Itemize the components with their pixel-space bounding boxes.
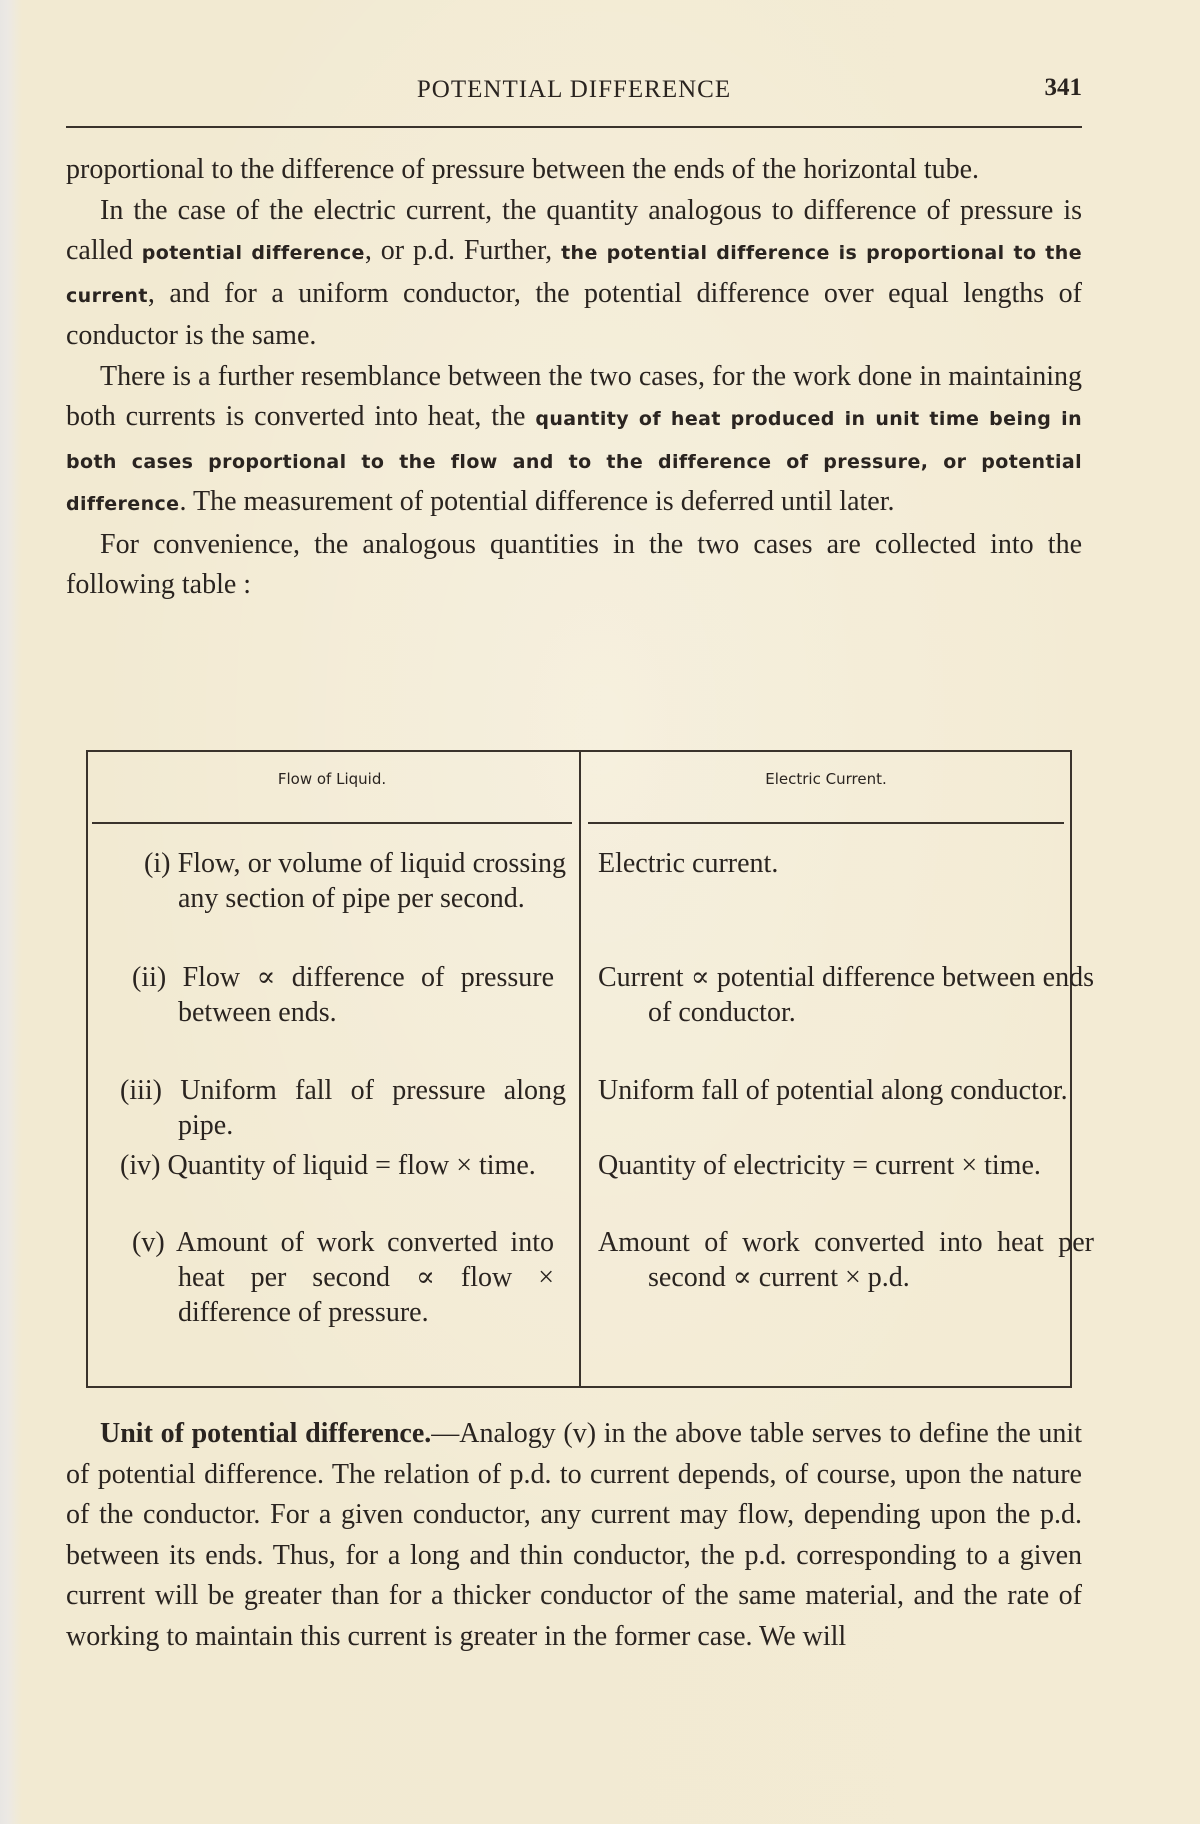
analogy-table xyxy=(86,750,1094,1388)
paragraph-1-text: proportional to the difference of pressure between the ends of the horizontal tube. xyxy=(66,154,980,185)
section-heading: Unit of potential difference. xyxy=(100,1418,432,1449)
table-cell-right: Uniform fall of potential along conductor. xyxy=(598,1075,1068,1106)
table-cell-left-text xyxy=(144,846,566,916)
table-header-flow-of-liquid: Flow of Liquid. xyxy=(277,770,387,788)
row-number: (i) xyxy=(144,848,171,879)
left-text: Amount of work converted into heat per second ∝ flow × difference of pressure. xyxy=(175,1227,554,1328)
row-number: (iii) xyxy=(120,1075,162,1106)
table-header-rule-left xyxy=(92,822,572,824)
paragraph-3 xyxy=(66,357,1082,525)
emphasis-heat-statement: quantity of heat produced in unit time being in both cases proportional to the flow and to the difference of pressure, or potential difference xyxy=(66,408,1082,515)
row-number: (v) xyxy=(132,1227,165,1258)
table-cell-left-text xyxy=(120,1148,566,1183)
header-rule xyxy=(66,126,1082,128)
table-cell-left-text xyxy=(120,1073,566,1143)
table-header-electric-current: Electric Current. xyxy=(765,770,887,788)
paragraph-2 xyxy=(66,191,1082,357)
table-cell-right: Electric current. xyxy=(598,848,779,879)
paragraph-4 xyxy=(66,525,1082,606)
section-paragraph xyxy=(66,1414,1082,1657)
body-text xyxy=(66,150,1082,606)
section-unit-of-potential-difference xyxy=(66,1414,1082,1657)
table-cell-left xyxy=(108,1225,568,1330)
table-cell-right: Amount of work converted into heat per second ∝ current × p.d. xyxy=(598,1227,1094,1293)
section-text: —Analogy (v) in the above table serves to define the unit of potential difference. The relation of p.d. to current depends, of course, upon the nature of the conductor. For a given conductor, any current may flow, depending upon the p.d. between its ends. Thus, for a long and thin conductor, the p.d. corresponding to a given current will be greater than for a thicker conductor of the same material, and the rate of working to maintain this current is greater in the former case. We will xyxy=(66,1418,1082,1652)
paragraph-2-text-c: , and for a uniform conductor, the potential difference over equal lengths of conductor is the same. xyxy=(66,277,1082,351)
left-text: Quantity of liquid = flow × time. xyxy=(167,1150,536,1181)
table-cell-left xyxy=(108,1148,568,1183)
table-left-rule xyxy=(86,750,88,1388)
term-potential-difference: potential difference xyxy=(141,242,365,264)
emphasis-proportional-statement: the potential difference is proportional to the current xyxy=(66,242,1083,307)
page-number: 341 xyxy=(1044,74,1082,101)
table-cell-left-text xyxy=(132,960,554,1030)
row-number: (ii) xyxy=(132,962,167,993)
table-cell-left xyxy=(108,1073,568,1143)
table-column-divider xyxy=(579,750,581,1388)
paragraph-4-text: For convenience, the analogous quantities in the two cases are collected into the following table : xyxy=(66,528,1082,600)
paragraph-2-text-b: , or p.d. Further, xyxy=(364,235,562,266)
paragraph-3-text-b: . The measurement of potential difference is deferred until later. xyxy=(179,486,895,517)
table-cell-left-text xyxy=(132,1225,554,1330)
running-head xyxy=(66,72,1082,112)
table-cell-left xyxy=(108,960,568,1030)
table-cell-right: Current ∝ potential difference between ends of conductor. xyxy=(598,962,1094,1028)
table-cell-left xyxy=(108,846,568,916)
paragraph-3-text-a: There is a further resemblance between the two cases, for the work done in maintaining both currents is converted into heat, the xyxy=(66,360,1082,432)
left-text: Uniform fall of pressure along pipe. xyxy=(178,1075,567,1141)
left-text: Flow ∝ difference of pressure between ends. xyxy=(178,962,554,1028)
left-text: Flow, or volume of liquid crossing any section of pipe per second. xyxy=(177,848,566,914)
row-number: (iv) xyxy=(120,1150,161,1181)
running-head-title: POTENTIAL DIFFERENCE xyxy=(416,76,732,103)
paragraph-2-text-a: In the case of the electric current, the quantity analogous to difference of pressure is called xyxy=(66,194,1082,266)
table-header-rule-right xyxy=(588,822,1064,824)
table-cell-right: Quantity of electricity = current × time. xyxy=(598,1150,1041,1181)
paragraph-1 xyxy=(66,150,1082,191)
